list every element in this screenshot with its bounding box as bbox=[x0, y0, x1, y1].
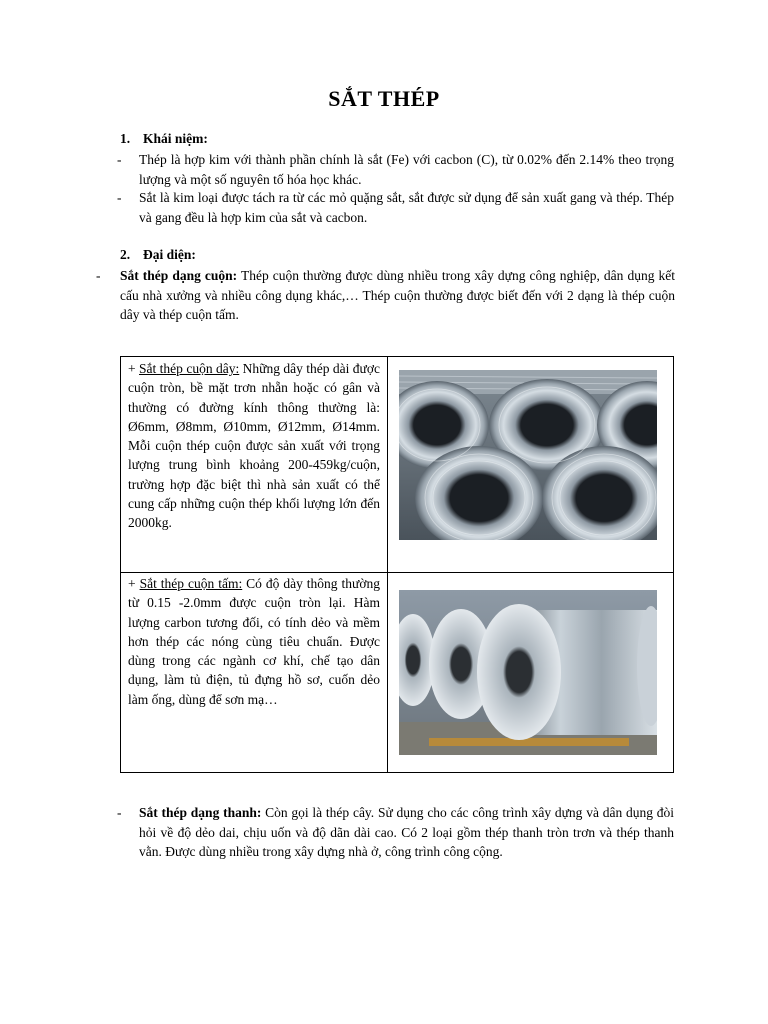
section-2-heading: Đại diện: bbox=[143, 247, 196, 262]
section-1-heading: Khái niệm: bbox=[143, 131, 208, 146]
sheet-coil-prefix: + bbox=[128, 576, 140, 591]
section-2-number: 2. bbox=[120, 247, 131, 262]
bar-label: Sắt thép dạng thanh: bbox=[139, 805, 262, 820]
table-row-divider bbox=[121, 572, 673, 573]
wire-coil-cell bbox=[128, 359, 380, 533]
bar-text: Còn gọi là thép cây. Sử dụng cho các công trình xây dựng và dân dụng đòi hỏi về độ dẻo dai, chịu uốn và độ dãn dài cao. Có 2 loại gồm thép thanh tròn trơn và thép thanh vằn. Được dùng nhiều trong xây dựng nhà ở, công trình công cộng. bbox=[139, 805, 674, 859]
wire-coil-photo bbox=[399, 370, 657, 540]
section-1-bullet-2: Sắt là kim loại được tách ra từ các mỏ quặng sắt, sắt được sử dụng để sản xuất gang và thép. Thép và gang đều là hợp kim của sắt và cacbon. bbox=[139, 190, 674, 225]
wire-coil-term: Sắt thép cuộn dây: bbox=[139, 361, 240, 376]
section-1-number: 1. bbox=[120, 131, 131, 146]
wire-coil-prefix: + bbox=[128, 361, 140, 376]
sheet-coil-text: Có độ dày thông thường từ 0.15 -2.0mm được cuộn tròn lại. Hàm lượng carbon tương đối, có tính dẻo và mềm hơn thép các nóng cùng tiêu chuẩn. Được dùng trong các ngành cơ khí, chế tạo dân dụng, làm tủ điện, tủ đựng hồ sơ, cuốn dẻo làm ống, dùng để sơn mạ… bbox=[128, 576, 380, 707]
bullet-dash: - bbox=[117, 805, 122, 820]
sheet-coil-cell bbox=[128, 574, 380, 709]
section-1-bullet-1: Thép là hợp kim với thành phần chính là sắt (Fe) với cacbon (C), từ 0.02% đến 2.14% theo trọng lượng và một số nguyên tố hóa học khác. bbox=[139, 152, 674, 187]
bullet-dash: - bbox=[96, 268, 101, 283]
bar-paragraph bbox=[139, 803, 674, 862]
coil-table bbox=[120, 356, 674, 773]
bullet-dash: - bbox=[117, 152, 122, 167]
sheet-coil-term: Sắt thép cuộn tấm: bbox=[139, 576, 243, 591]
coil-label: Sắt thép dạng cuộn: bbox=[120, 268, 238, 283]
coil-text: Thép cuộn thường được dùng nhiều trong xây dựng công nghiệp, dân dụng kết cấu nhà xưởng và nhiều công dụng khác,… Thép cuộn thường được biết đến với 2 dạng là thép cuộn dây và thép cuộn tấm. bbox=[120, 268, 675, 322]
sheet-coil-photo bbox=[399, 590, 657, 755]
page-title: SẮT THÉP bbox=[328, 86, 440, 111]
coil-paragraph bbox=[120, 266, 675, 325]
wire-coil-text: Những dây thép dài được cuộn tròn, bề mặt trơn nhẵn hoặc có gân và thường có đường kính thông thường là: Ø6mm, Ø8mm, Ø10mm, Ø12mm, Ø14mm. Mỗi cuộn thép cuộn được sản xuất với trọng lượng trung bình khoảng 200-459kg/cuộn, trường hợp đặc biệt thì nhà sản xuất có thể cung cấp những cuộn thép khối lượng lớn đến 2000kg. bbox=[128, 361, 380, 531]
bullet-dash: - bbox=[117, 190, 122, 205]
table-column-divider bbox=[387, 357, 388, 772]
